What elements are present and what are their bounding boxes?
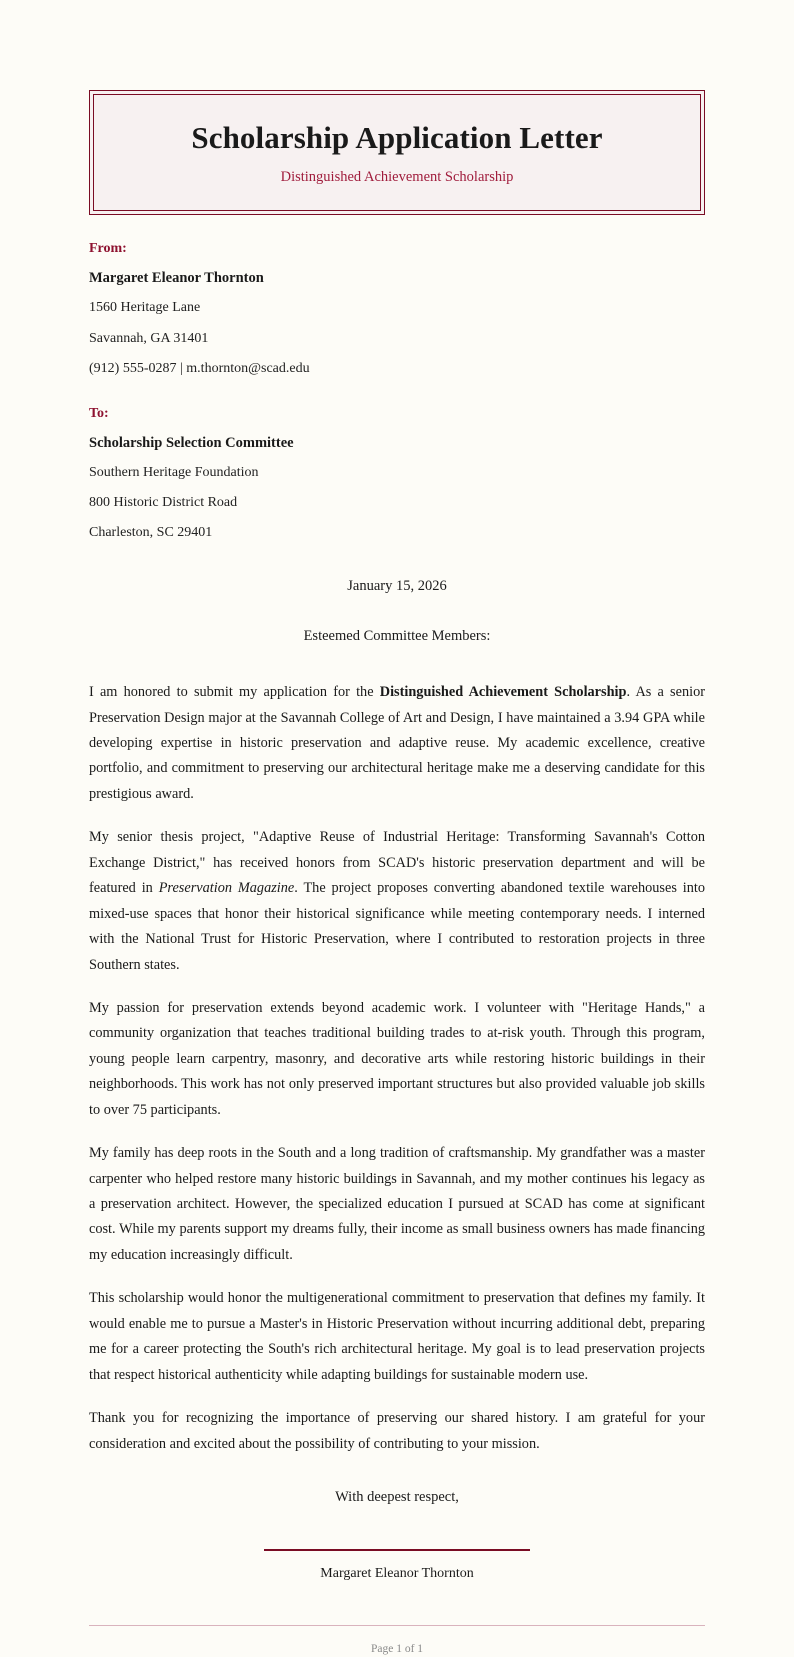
signature-name: Margaret Eleanor Thornton xyxy=(320,1565,474,1581)
sender-address-block xyxy=(89,241,705,377)
publication-name-emphasis: Preservation Magazine xyxy=(158,880,295,897)
body-paragraph-6: Thank you for recognizing the importance of preserving our shared history. I am grateful for your consideration and excited about the possibility of contributing to your mission. xyxy=(89,1410,705,1452)
sender-contact: (912) 555-0287 | m.thornton@scad.edu xyxy=(89,360,310,376)
body-paragraph-3: My passion for preservation extends beyond academic work. I volunteer with "Heritage Hands," a community organization that teaches traditional building trades to at-risk youth. Through this program, young people learn carpentry, masonry, and decorative arts while restoring historic buildings in their neighborhoods. This work has not only preserved important structures but also provided valuable job skills to over 75 participants. xyxy=(89,999,705,1118)
recipient-label: To: xyxy=(89,405,109,421)
letter-body xyxy=(89,680,705,1457)
letter-footer xyxy=(89,1625,705,1657)
recipient-address-block xyxy=(89,406,705,542)
closing-phrase: With deepest respect, xyxy=(335,1488,459,1505)
scholarship-name-emphasis: Distinguished Achievement Scholarship xyxy=(379,684,627,701)
paragraph-2-text-after: . The project proposes converting abandoned textile warehouses into mixed-use spaces that honor their historical significance while meeting contemporary needs. I interned with the National Trust for Historic Preservation, where I contributed to restoration projects in three Southern states. xyxy=(89,880,705,973)
page-number: Page 1 of 1 xyxy=(370,1642,424,1655)
letter-subtitle: Distinguished Achievement Scholarship xyxy=(280,169,514,186)
sender-label: From: xyxy=(89,241,127,257)
body-paragraph-5: This scholarship would honor the multigenerational commitment to preservation that defines my family. It would enable me to pursue a Master's in Historic Preservation without incurring additional debt, preparing me for a career protecting the South's rich architectural heritage. My goal is to lead preservation projects that respect historical authenticity while adapting buildings for sustainable modern use. xyxy=(89,1290,705,1383)
page-title: Scholarship Application Letter xyxy=(191,120,603,155)
body-paragraph-4: My family has deep roots in the South and a long tradition of craftsmanship. My grandfather was a master carpenter who helped restore many historic buildings in Savannah, and my mother continues his legacy as a preservation architect. However, the specialized education I pursued at SCAD has come at significant cost. While my parents support my dreams fully, their income as small business owners has made financing my education increasingly difficult. xyxy=(89,1145,705,1263)
sender-street: 1560 Heritage Lane xyxy=(89,300,201,316)
recipient-street: 800 Historic District Road xyxy=(89,495,238,511)
body-paragraph-1 xyxy=(89,680,705,807)
signature-line xyxy=(264,1549,530,1551)
recipient-name: Scholarship Selection Committee xyxy=(89,434,294,451)
paragraph-2-text-before: My senior thesis project, "Adaptive Reuse of Industrial Heritage: Transforming Savannah's Cotton Exchange District," has received honors from SCAD's historic preservation department and will be featured in xyxy=(89,829,705,897)
letter-header xyxy=(89,90,705,215)
letter-salutation: Esteemed Committee Members: xyxy=(303,628,491,645)
sender-name: Margaret Eleanor Thornton xyxy=(89,270,264,287)
paragraph-1-text-before: I am honored to submit my application for the xyxy=(89,684,380,701)
letter-header-inner xyxy=(93,94,701,211)
signature-area xyxy=(89,1549,705,1583)
body-paragraph-2 xyxy=(89,825,705,978)
letter-date: January 15, 2026 xyxy=(347,578,447,595)
paragraph-1-text-after: . As a senior Preservation Design major at the Savannah College of Art and Design, I have maintained a 3.94 GPA while developing expertise in historic preservation and adaptive reuse. My academic excellence, creative portfolio, and commitment to preserving our architectural heritage make me a deserving candidate for this prestigious award. xyxy=(89,684,705,802)
recipient-organization: Southern Heritage Foundation xyxy=(89,464,259,480)
sender-city-state-zip: Savannah, GA 31401 xyxy=(89,330,209,346)
recipient-city-state-zip: Charleston, SC 29401 xyxy=(89,525,213,541)
